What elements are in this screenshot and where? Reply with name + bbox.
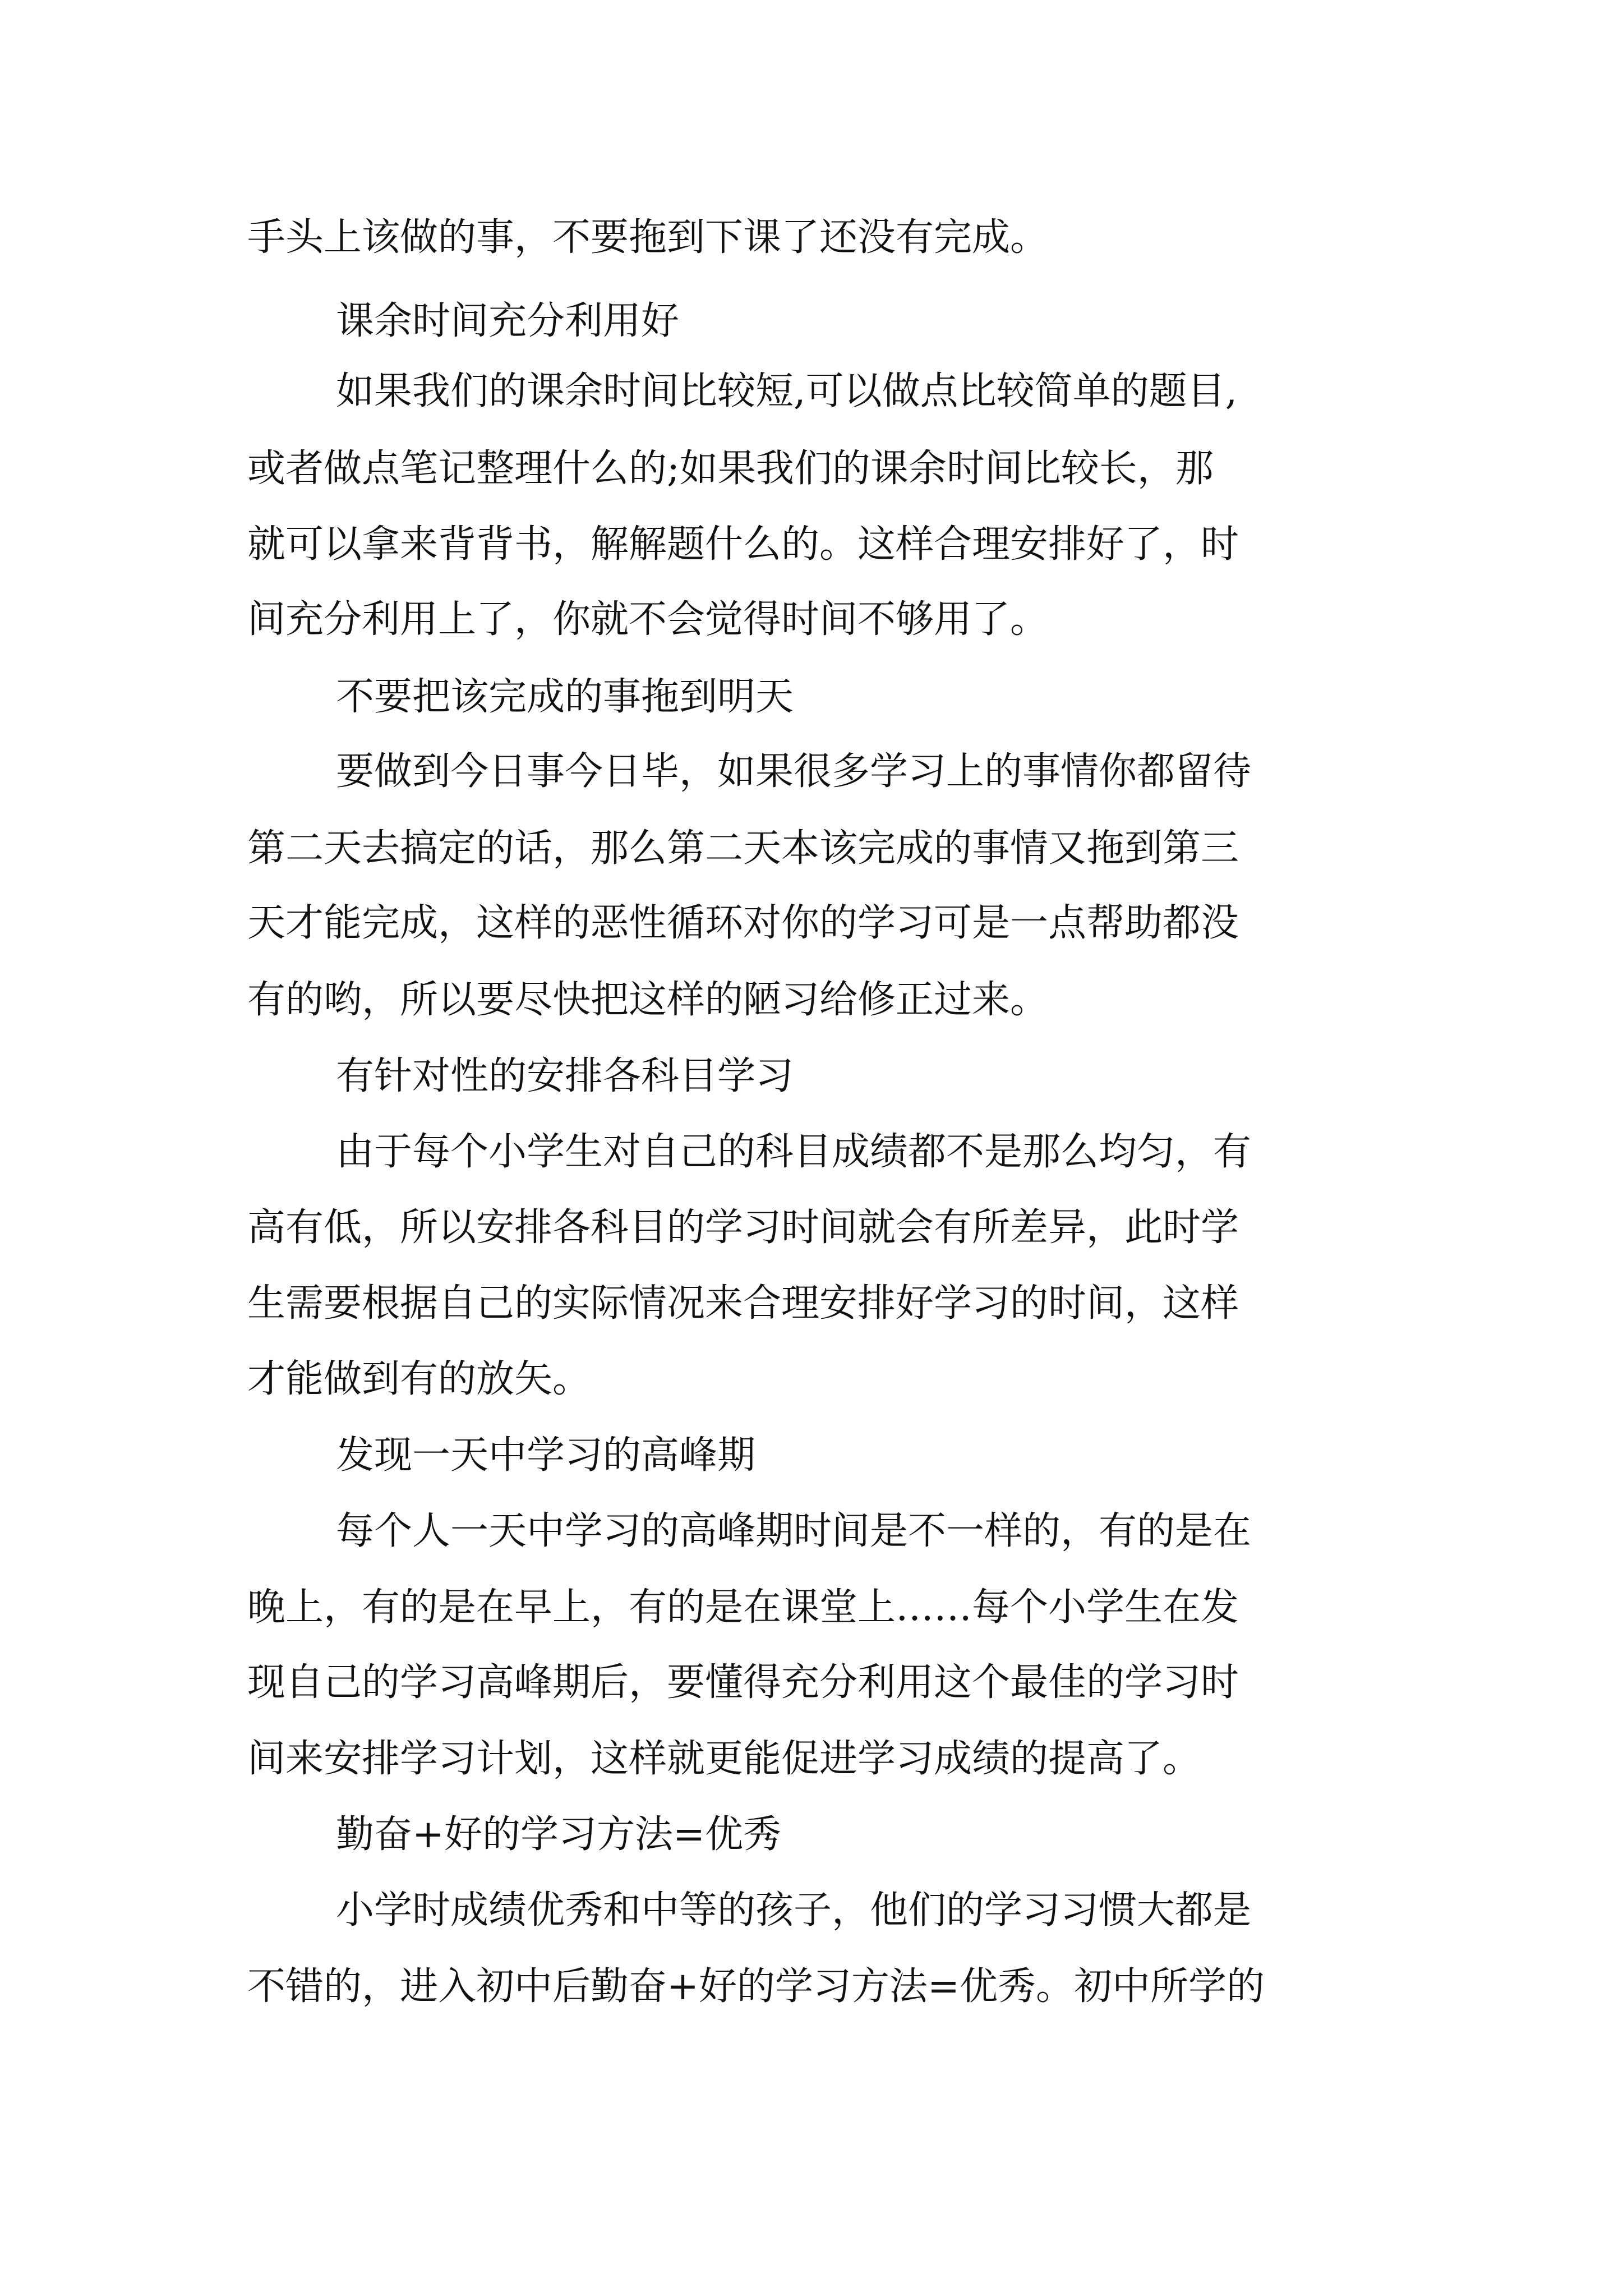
text-line: 才能做到有的放矢。 [247,1357,591,1401]
section-heading: 有针对性的安排各科目学习 [336,1054,794,1098]
text-line: 要做到今日事今日毕，如果很多学习上的事情你都留待 [336,749,1252,794]
text-line: 天才能完成，这样的恶性循环对你的学习可是一点帮助都没 [247,901,1239,945]
text-line: 每个人一天中学习的高峰期时间是不一样的，有的是在 [336,1509,1252,1553]
text-line: 手头上该做的事，不要拖到下课了还没有完成。 [247,215,1049,260]
section-heading: 勤奋+好的学习方法=优秀 [336,1812,781,1857]
text-line: 小学时成绩优秀和中等的孩子，他们的学习习惯大都是 [336,1888,1252,1932]
text-line: 或者做点笔记整理什么的;如果我们的课余时间比较长，那 [247,447,1214,491]
text-line: 有的哟，所以要尽快把这样的陋习给修正过来。 [247,978,1049,1022]
text-line: 高有低，所以安排各科目的学习时间就会有所差异，此时学 [247,1205,1239,1250]
text-line: 现自己的学习高峰期后，要懂得充分利用这个最佳的学习时 [247,1660,1239,1705]
text-line: 就可以拿来背背书，解解题什么的。这样合理安排好了，时 [247,522,1239,567]
text-line: 间充分利用上了，你就不会觉得时间不够用了。 [247,597,1049,642]
text-line: 不错的，进入初中后勤奋+好的学习方法=优秀。初中所学的 [247,1964,1265,2009]
section-heading: 发现一天中学习的高峰期 [336,1433,756,1478]
text-line: 晚上，有的是在早上，有的是在课堂上……每个小学生在发 [247,1585,1239,1630]
section-heading: 不要把该完成的事拖到明天 [336,675,794,719]
section-heading: 课余时间充分利用好 [336,299,680,343]
text-line: 第二天去搞定的话，那么第二天本该完成的事情又拖到第三 [247,826,1239,871]
text-line: 由于每个小学生对自己的科目成绩都不是那么均匀，有 [336,1130,1252,1174]
text-line: 生需要根据自己的实际情况来合理安排好学习的时间，这样 [247,1281,1239,1326]
text-line: 间来安排学习计划，这样就更能促进学习成绩的提高了。 [247,1737,1201,1781]
text-line: 如果我们的课余时间比较短,可以做点比较简单的题目, [336,369,1238,413]
